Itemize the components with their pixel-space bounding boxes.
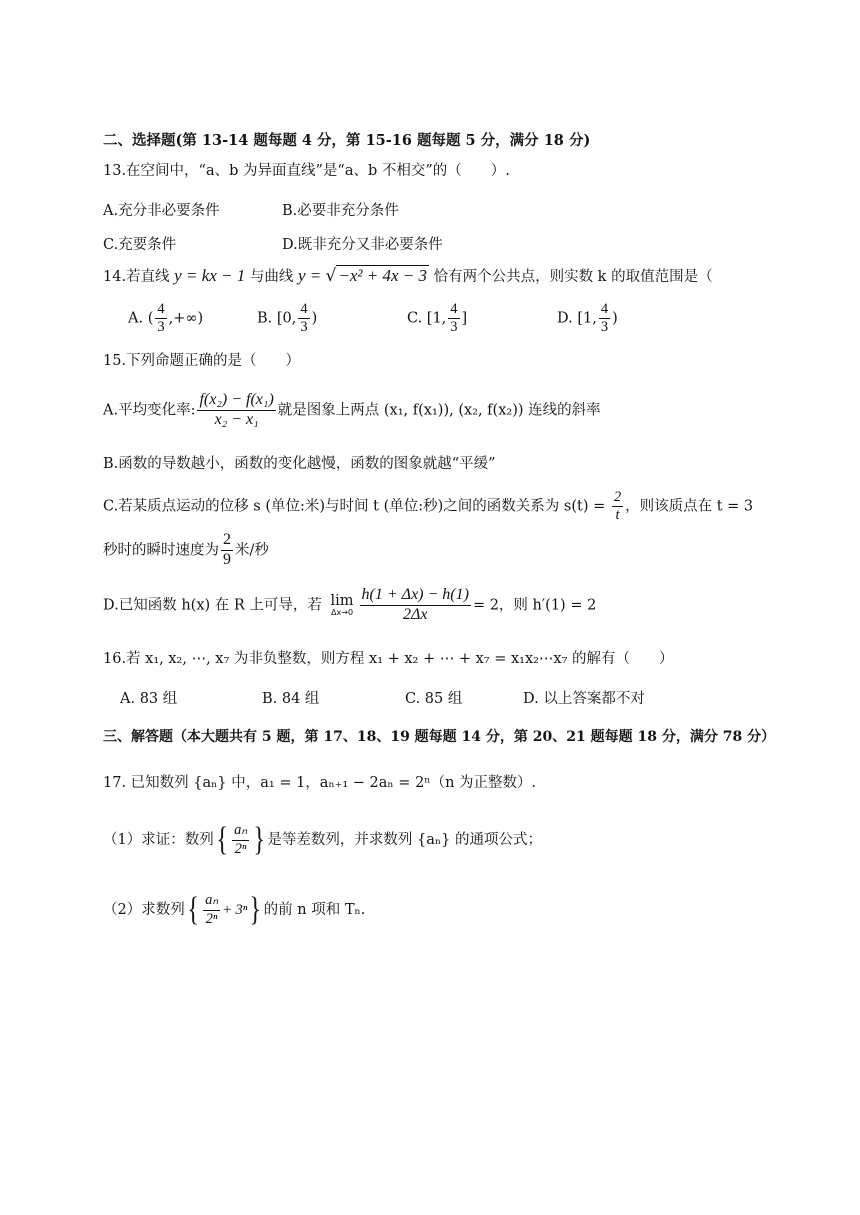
q13-option-d: D.既非充分又非必要条件 [282,237,443,253]
q13-stem: 13.在空间中，“a、b 为异面直线”是“a、b 不相交”的（ ）. [103,163,510,179]
q14-suffix: 恰有两个公共点，则实数 k 的取值范围是（ [433,269,713,285]
q14-curve-lhs: y = [297,266,326,285]
sqrt-symbol: √ [325,266,337,286]
q13-option-c: C.充要条件 [103,237,177,253]
q14-option-b: B. [0, $\frac{4}{3}$ ) [257,301,318,336]
q15-option-d: D.已知函数 h(x) 在 R 上可导，若 lim Δx→0 $\frac{h(1 + \Delta x) - h(1)}{2\Delta x}$ = 2，则 h′(1) = 2 [103,586,597,623]
q14-option-a: A. ( $\frac{4}{3}$ ,+∞) [128,301,204,336]
q16-stem: 16.若 x₁, x₂, ⋯, x₇ 为非负整数，则方程 x₁ + x₂ + ⋯ + x₇ = x₁x₂⋯x₇ 的解有（ ） [103,651,674,667]
q16-option-c: C. 85 组 [405,691,463,707]
q14-mid: 与曲线 [249,269,294,285]
q16-option-a: A. 83 组 [120,691,178,707]
q14-prefix: 14.若直线 [103,269,170,285]
q15-stem: 15.下列命题正确的是（ ） [103,353,301,369]
q15-option-a: A.平均变化率: $\frac{\text{f(x₂) − f(x₁)}}{\text{x₂ − x₁}}$ 就是图象上两点 (x₁, f(x₁)), (x₂, f(x₂)) 连线的斜率 [103,391,601,428]
q16-option-b: B. 84 组 [262,691,320,707]
q13-option-a: A.充分非必要条件 [103,203,220,219]
q14-option-c: C. [1, $\frac{4}{3}$ ] [407,301,468,336]
q14-stem [103,267,713,285]
q17-part1: （1）求证：数列{ $\frac{\text{aₙ}}{\text{2ⁿ}}$ } 是等差数列，并求数列 {aₙ} 的通项公式； [103,821,543,858]
q16-option-d: D. 以上答案都不对 [523,691,645,707]
q14-curve-radicand: −x² + 4x − 3 [338,266,427,285]
q15-option-b: B.函数的导数越小，函数的变化越慢，函数的图象就越“平缓” [103,456,496,472]
q17-stem: 17. 已知数列 {aₙ} 中，a₁ = 1，aₙ₊₁ − 2aₙ = 2ⁿ（n 为正整数）. [103,775,537,791]
section2-header: 二、选择题(第 13-14 题每题 4 分，第 15-16 题每题 5 分，满分 18 分) [103,132,591,149]
section3-header: 三、解答题（本大题共有 5 题，第 17、18、19 题每题 14 分，第 20、21 题每题 18 分，满分 78 分） [103,729,776,745]
q14-option-d: D. [1, $\frac{4}{3}$ ) [557,301,618,336]
q15-option-c-line2: 秒时的瞬时速度为 $\frac{2}{9}$ 米/秒 [103,531,269,568]
q15-option-c-line1: C.若某质点运动的位移 s (单位:米)与时间 t (单位:秒)之间的函数关系为 s(t) = $\frac{2}{t}$ ，则该质点在 t = 3 [103,489,754,524]
limit-operator: lim Δx→0 [330,593,354,617]
q13-option-b: B.必要非充分条件 [282,203,399,219]
q14-line-equation: y = kx − 1 [174,266,246,285]
q17-part2: （2）求数列{ $\frac{\text{aₙ}}{\text{2ⁿ}}$ + 3ⁿ} 的前 n 项和 Tₙ. [103,891,366,928]
